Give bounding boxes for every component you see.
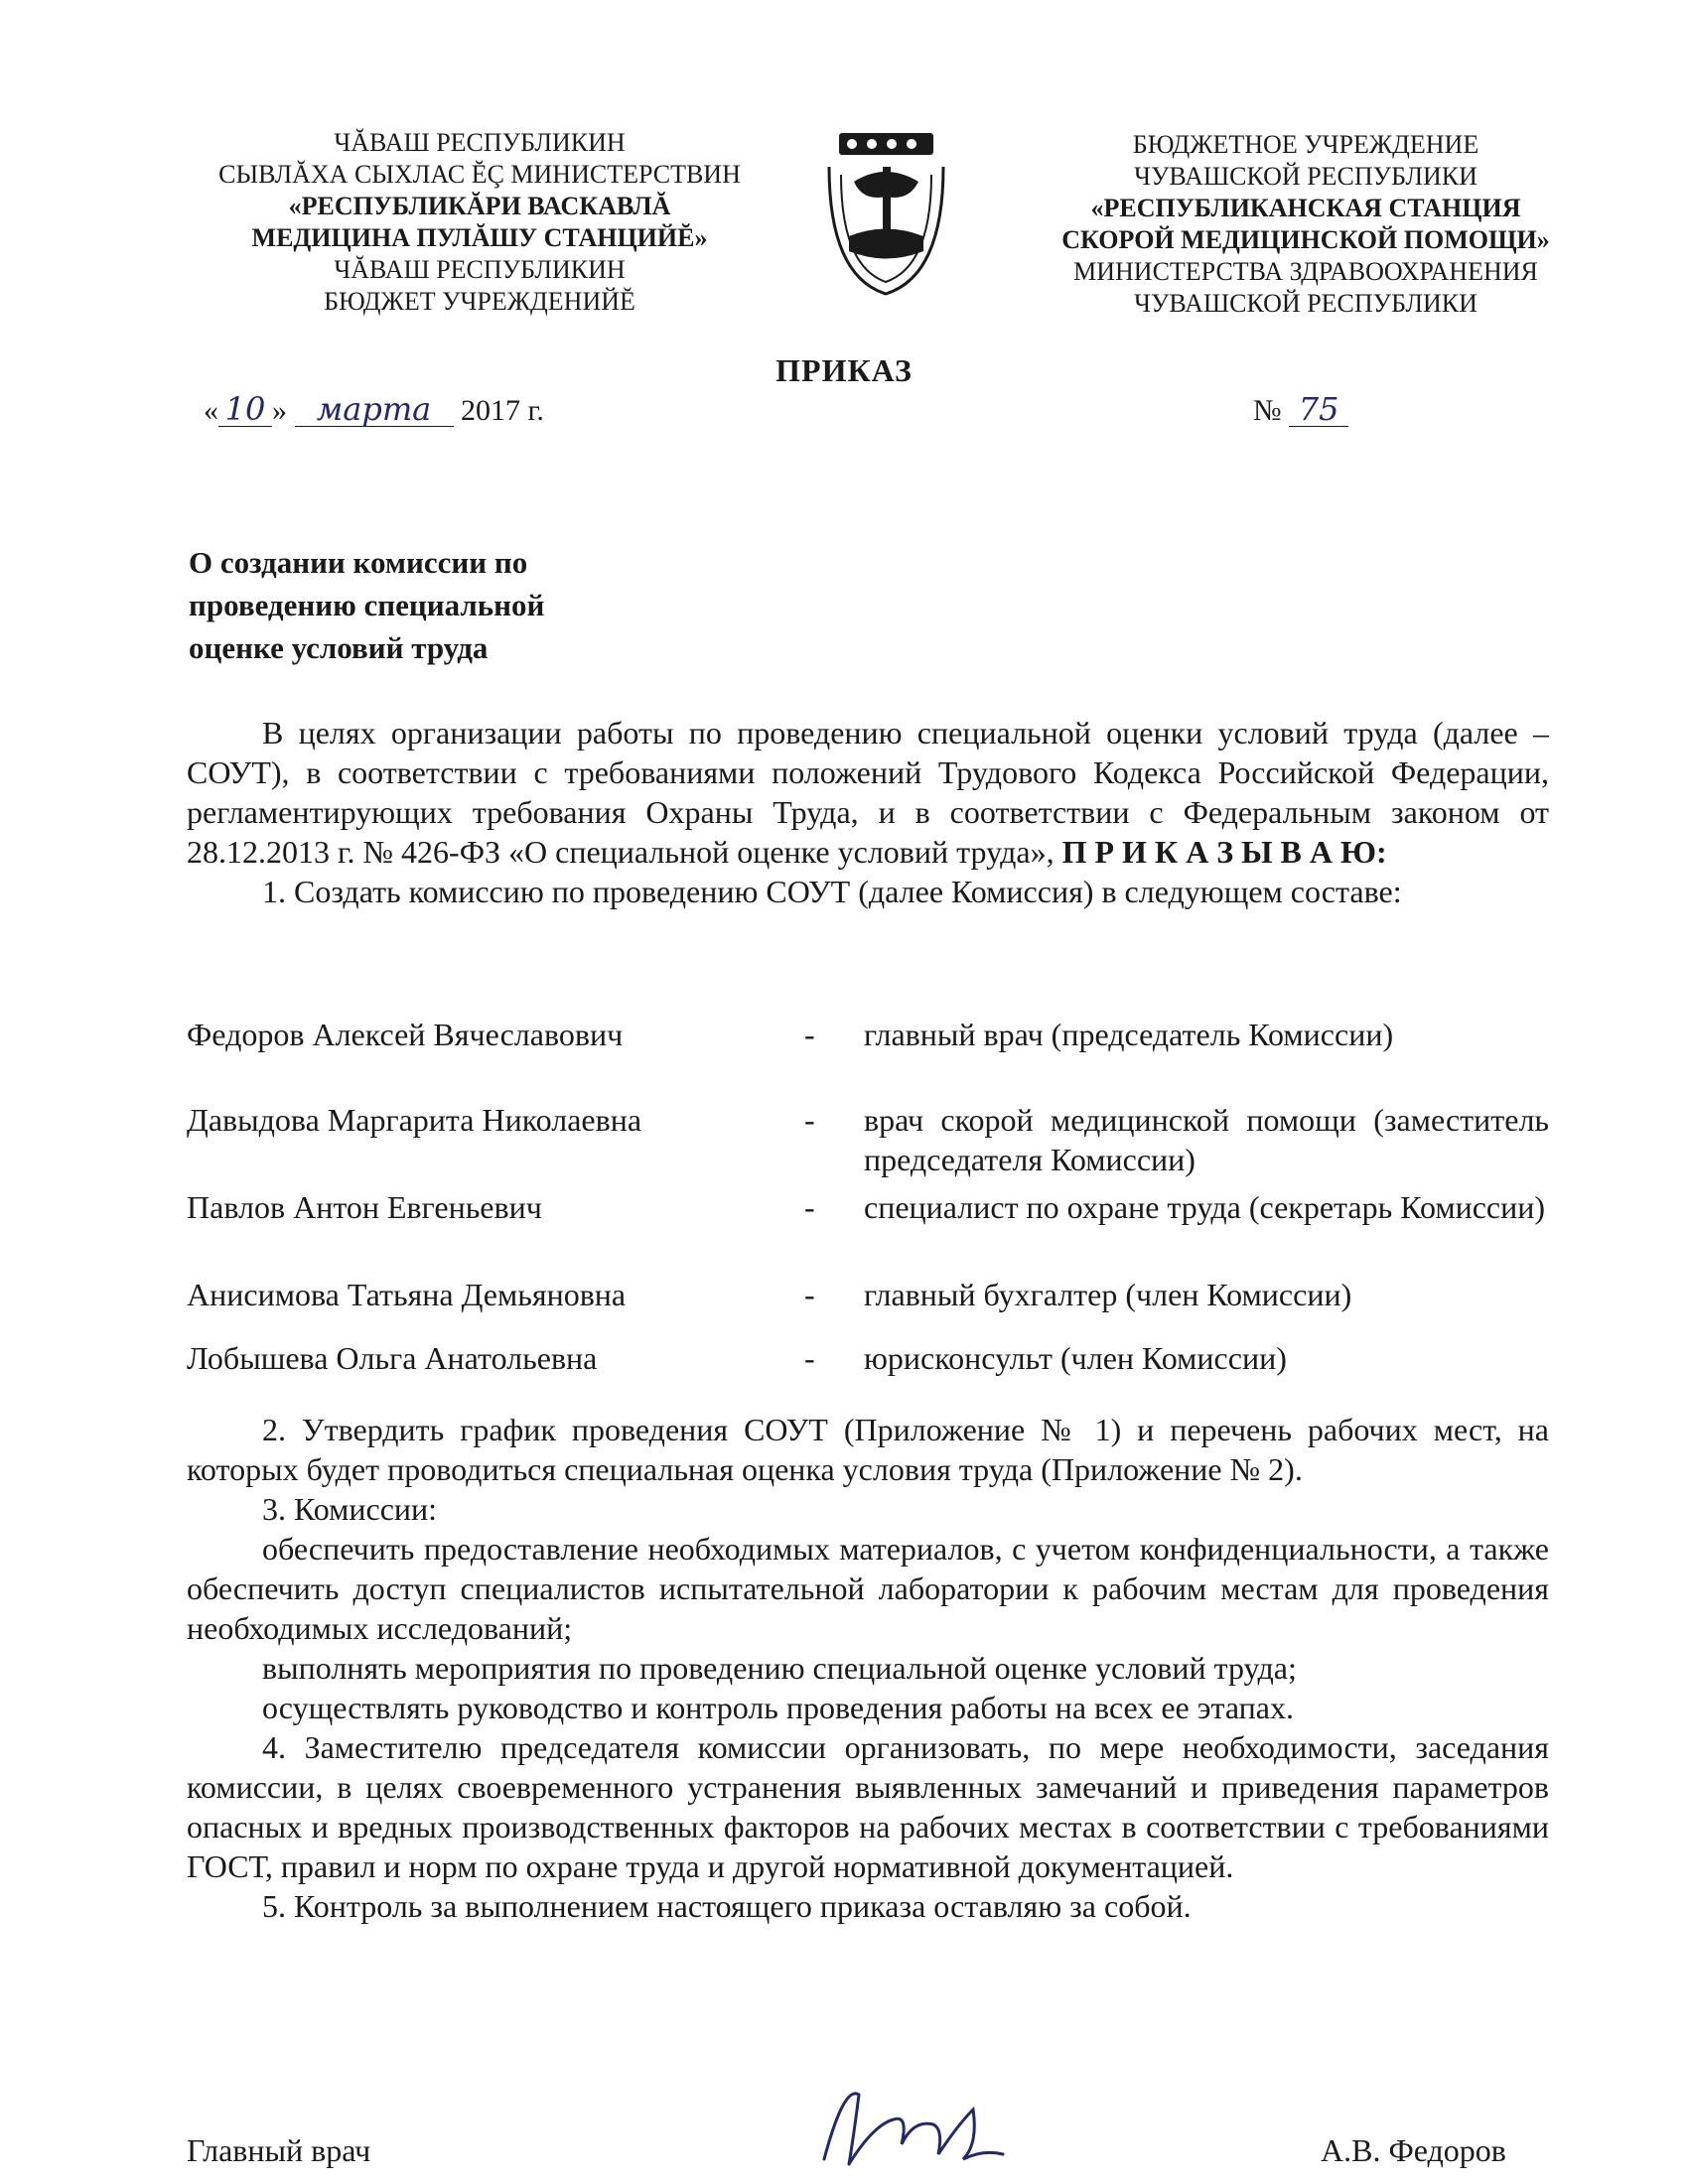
number-label: № — [1253, 394, 1282, 427]
member-dash: - — [804, 1340, 815, 1376]
member-name: Анисимова Татьяна Демьяновна — [187, 1277, 627, 1312]
header-left-line: СЫВЛĂХА СЫХЛАС ĔÇ МИНИСТЕРСТВИН — [218, 160, 741, 189]
member-role: главный врач (председатель Комиссии) — [864, 1017, 1394, 1052]
member-dash: - — [804, 1102, 815, 1138]
member-role: главный бухгалтер (член Комиссии) — [864, 1277, 1352, 1312]
chuvash-emblem-icon — [799, 127, 973, 301]
items-block — [187, 1410, 1549, 1926]
preamble-text: В целях организации работы по проведению специальной оценки условий труда (далее – СОУТ), в соответствии с требованиями положений Трудового Кодекса Российской Федерации, регламентирующих требования Охраны Труда, и в соответствии с Федеральным законом от 28.12.2013 г. № 426-ФЗ «О специальной оценке условий труда», — [187, 715, 1549, 870]
date-month: марта — [295, 392, 454, 427]
preamble-block — [187, 713, 1549, 911]
document-title: ПРИКАЗ — [775, 352, 913, 388]
header-right-line: ЧУВАШСКОЙ РЕСПУБЛИКИ — [1134, 289, 1477, 318]
header-left-line: МЕДИЦИНА ПУЛĂШУ СТАНЦИЙĔ» — [251, 223, 708, 252]
item-3-a: обеспечить предоставление необходимых материалов, с учетом конфиденциальности, а также обеспечить доступ специалистов испытательной лаборатории к рабочим местам для проведения необходимых исследований; — [187, 1531, 1549, 1646]
header-right-line: ЧУВАШСКОЙ РЕСПУБЛИКИ — [1134, 162, 1477, 191]
member-role: врач скорой медицинской помощи (заместитель председателя Комиссии) — [864, 1102, 1549, 1177]
member-name: Давыдова Маргарита Николаевна — [187, 1102, 642, 1138]
item-5: 5. Контроль за выполнением настоящего приказа оставляю за собой. — [262, 1888, 1192, 1924]
item-3-b: выполнять мероприятия по проведению специальной оценке условий труда; — [262, 1650, 1297, 1686]
item-4: 4. Заместителю председателя комиссии организовать, по мере необходимости, заседания комиссии, в целях своевременного устранения выявленных замечаний и приведения параметров опасных и вредных производственных факторов на рабочих местах в соответствии с требованиями ГОСТ, правил и норм по охране труда и другой нормативной документацией. — [187, 1729, 1549, 1884]
item-3-c: осуществлять руководство и контроль проведения работы на всех ее этапах. — [262, 1690, 1294, 1725]
subject-line: О создании комиссии по — [189, 545, 528, 580]
header-chuvash — [177, 127, 782, 318]
order-date — [204, 392, 544, 428]
header-right-line: МИНИСТЕРСТВА ЗДРАВООХРАНЕНИЯ — [1073, 257, 1538, 286]
member-dash: - — [804, 1189, 815, 1225]
subject-line: проведению специальной — [189, 588, 545, 622]
header-left-line: БЮДЖЕТ УЧРЕЖДЕНИЙĔ — [324, 287, 635, 316]
date-close-quote: » — [272, 394, 287, 427]
handwritten-signature — [814, 2065, 1013, 2184]
item-3: 3. Комиссии: — [262, 1491, 438, 1527]
signatory-name: А.В. Федоров — [1321, 2132, 1506, 2168]
header-right-line: «РЕСПУБЛИКАНСКАЯ СТАНЦИЯ — [1090, 194, 1521, 222]
header-russian — [1033, 129, 1579, 320]
signatory-position: Главный врач — [187, 2132, 371, 2168]
number-value: 75 — [1289, 392, 1348, 427]
member-role: юрисконсульт (член Комиссии) — [864, 1340, 1287, 1376]
member-name: Федоров Алексей Вячеславович — [187, 1017, 624, 1052]
date-day: 10 — [218, 392, 272, 427]
order-subject — [189, 541, 685, 669]
header-right-line: БЮДЖЕТНОЕ УЧРЕЖДЕНИЕ — [1132, 130, 1479, 159]
item-1: 1. Создать комиссию по проведению СОУТ (далее Комиссия) в следующем составе: — [262, 874, 1402, 909]
header-right-line: СКОРОЙ МЕДИЦИНСКОЙ ПОМОЩИ» — [1061, 225, 1550, 254]
member-dash: - — [804, 1277, 815, 1312]
member-name: Павлов Антон Евгеньевич — [187, 1189, 542, 1225]
header-left-line: ЧĂВАШ РЕСПУБЛИКИН — [334, 128, 626, 157]
order-word: П Р И К А З Ы В А Ю: — [1061, 834, 1387, 870]
member-dash: - — [804, 1017, 815, 1052]
date-open-quote: « — [204, 394, 218, 427]
member-role: специалист по охране труда (секретарь Комиссии) — [864, 1189, 1546, 1225]
preamble-paragraph — [187, 713, 1549, 872]
date-year: 2017 г. — [461, 394, 544, 427]
header-left-line: «РЕСПУБЛИКĂРИ ВАСКАВЛĂ — [288, 192, 671, 220]
member-name: Лобышева Ольга Анатольевна — [187, 1340, 598, 1376]
header-left-line: ЧĂВАШ РЕСПУБЛИКИН — [334, 255, 626, 284]
subject-line: оценке условий труда — [189, 630, 489, 665]
order-number — [1253, 392, 1348, 428]
item-2: 2. Утвердить график проведения СОУТ (Приложение № 1) и перечень рабочих мест, на которых будет проводиться специальная оценка условия труда (Приложение № 2). — [187, 1412, 1549, 1487]
